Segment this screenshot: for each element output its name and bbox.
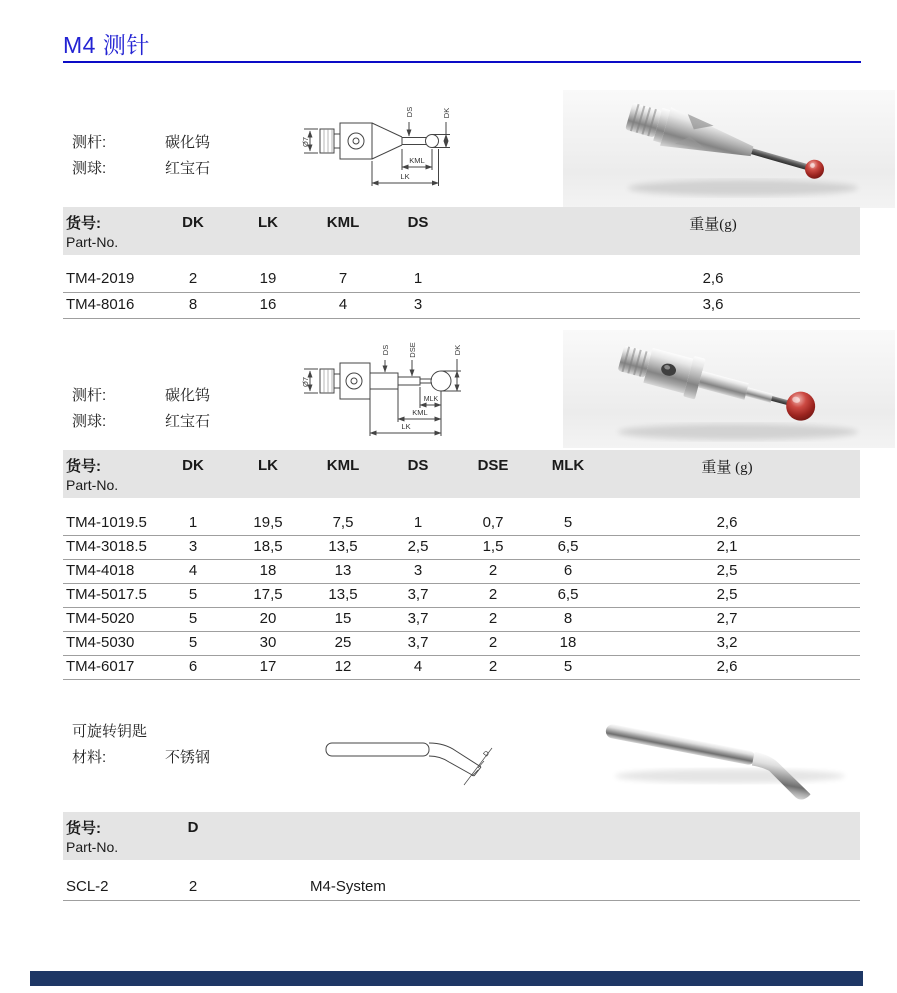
dim-label-diameter: Ø7 <box>301 136 310 148</box>
dim-cell: 8 <box>188 296 198 313</box>
dim-cell: 1 <box>188 514 198 531</box>
dim-cell: 3,7 <box>407 610 429 627</box>
dim-cell: 4 <box>338 296 348 313</box>
weight-cell: 3,2 <box>716 634 738 651</box>
dim-cell: 5 <box>188 586 198 603</box>
dim-col-header: KML <box>326 457 360 474</box>
dim-cell: 6 <box>188 658 198 675</box>
table-row <box>63 535 860 560</box>
dim-cell: 2 <box>488 610 498 627</box>
dim-cell: 3,7 <box>407 586 429 603</box>
technical-drawing-cone-stylus <box>298 104 470 200</box>
spec-label: 测球: <box>72 160 107 177</box>
dim-cell: 7 <box>338 270 348 287</box>
weight-cell: 3,6 <box>702 296 724 313</box>
spec-value: 不锈钢 <box>165 749 211 766</box>
part-no-cell: TM4-8016 <box>66 296 135 313</box>
product-photo-stepped-stylus <box>563 330 895 448</box>
product-photo-cone-stylus <box>563 90 895 208</box>
dim-cell: 17 <box>259 658 277 675</box>
weight-cell: 2,5 <box>716 586 738 603</box>
dim-cell: 0,7 <box>482 514 504 531</box>
dim-label-mlk: MLK <box>423 396 439 403</box>
weight-cell: 2,1 <box>716 538 738 555</box>
spec-value: 碳化钨 <box>165 134 211 151</box>
dim-cell: 3 <box>188 538 198 555</box>
dim-cell: 12 <box>334 658 352 675</box>
dim-col-header: KML <box>326 214 360 231</box>
part-col-subheader: Part-No. <box>66 839 119 855</box>
dim-label-ds: DS <box>405 106 414 118</box>
dim-cell: 15 <box>334 610 352 627</box>
part-no-cell: TM4-4018 <box>66 562 135 579</box>
dim-cell: 6,5 <box>557 538 579 555</box>
dim-cell: 2 <box>188 878 198 895</box>
dim-col-header: DK <box>182 214 204 231</box>
part-col-header: 货号: <box>66 458 101 475</box>
dim-cell: 5 <box>563 658 573 675</box>
dim-col-header: LK <box>258 214 278 231</box>
part-no-cell: TM4-5020 <box>66 610 135 627</box>
spec-label: 测球: <box>72 413 107 430</box>
dim-cell: 2 <box>488 658 498 675</box>
table-row <box>63 559 860 584</box>
dim-label-dse: DSE <box>408 342 417 358</box>
dim-label-lk: LK <box>400 172 410 181</box>
dim-cell: 18 <box>559 634 577 651</box>
weight-cell: 2,6 <box>716 514 738 531</box>
dim-cell: 19 <box>259 270 277 287</box>
dim-cell: 30 <box>259 634 277 651</box>
dim-cell: 2 <box>488 562 498 579</box>
technical-drawing-stepped-stylus <box>298 342 483 448</box>
dim-cell: 5 <box>188 610 198 627</box>
dim-cell: 6,5 <box>557 586 579 603</box>
dim-label-dk: DK <box>442 107 451 119</box>
section-name: 可旋转钥匙 <box>72 723 148 740</box>
dim-cell: 2 <box>188 270 198 287</box>
dim-cell: 2 <box>488 586 498 603</box>
dim-cell: 17,5 <box>253 586 283 603</box>
dim-cell: 1,5 <box>482 538 504 555</box>
part-no-cell: TM4-5017.5 <box>66 586 147 603</box>
dim-label-ds: DS <box>381 344 390 356</box>
dim-cell: 3 <box>413 296 423 313</box>
spec-value: 红宝石 <box>165 413 211 430</box>
page-title: M4 测针 <box>63 32 150 58</box>
table-row <box>63 607 860 632</box>
dim-cell: 13 <box>334 562 352 579</box>
dim-cell: 5 <box>188 634 198 651</box>
dim-label-dk: DK <box>453 344 462 356</box>
dim-cell: 4 <box>188 562 198 579</box>
dim-cell: 16 <box>259 296 277 313</box>
dim-cell: 5 <box>563 514 573 531</box>
weight-cell: 2,6 <box>716 658 738 675</box>
product-photo-key <box>570 700 890 800</box>
dim-label-kml: KML <box>412 408 428 417</box>
table-row <box>63 292 860 319</box>
dim-cell: 25 <box>334 634 352 651</box>
dim-col-header: MLK <box>551 457 585 474</box>
dim-cell: 6 <box>563 562 573 579</box>
weight-cell: 2,5 <box>716 562 738 579</box>
spec-value: 红宝石 <box>165 160 211 177</box>
part-col-header: 货号: <box>66 820 101 837</box>
part-no-cell: TM4-1019.5 <box>66 514 147 531</box>
table-row <box>63 631 860 656</box>
part-col-subheader: Part-No. <box>66 477 119 493</box>
dim-cell: 1 <box>413 270 423 287</box>
dim-cell: 3,7 <box>407 634 429 651</box>
table-row <box>63 266 860 293</box>
table-header-band <box>63 450 860 498</box>
part-col-header: 货号: <box>66 215 101 232</box>
footer-bar <box>30 971 863 986</box>
part-no-cell: TM4-6017 <box>66 658 135 675</box>
spec-value: 碳化钨 <box>165 387 211 404</box>
dim-cell: 20 <box>259 610 277 627</box>
dim-col-header: DSE <box>477 457 509 474</box>
dim-cell: 13,5 <box>328 538 358 555</box>
technical-drawing-key <box>318 728 496 790</box>
table-row <box>63 874 860 901</box>
dim-cell: 8 <box>563 610 573 627</box>
dim-cell: 19,5 <box>253 514 283 531</box>
weight-col-header: 重量(g) <box>689 217 737 233</box>
dim-cell: 18 <box>259 562 277 579</box>
table-header-band <box>63 812 860 860</box>
dim-cell: 18,5 <box>253 538 283 555</box>
table-header-band <box>63 207 860 255</box>
dim-cell: 1 <box>413 514 423 531</box>
part-no-cell: SCL-2 <box>66 878 109 895</box>
dim-col-header: DK <box>182 457 204 474</box>
system-note-cell: M4-System <box>310 878 386 895</box>
dim-label-diameter: Ø7 <box>301 376 310 388</box>
dim-cell: 7,5 <box>332 514 354 531</box>
weight-cell: 2,7 <box>716 610 738 627</box>
dim-label-kml: KML <box>409 156 425 165</box>
part-no-cell: TM4-2019 <box>66 270 135 287</box>
dim-label-lk: LK <box>401 422 411 431</box>
table-row <box>63 583 860 608</box>
dim-cell: 13,5 <box>328 586 358 603</box>
dim-label-d: D <box>482 749 492 759</box>
table-row <box>63 655 860 680</box>
part-no-cell: TM4-3018.5 <box>66 538 147 555</box>
dim-col-header: D <box>187 819 199 836</box>
dim-col-header: DS <box>407 457 429 474</box>
title-rule <box>63 61 861 63</box>
dim-cell: 2 <box>488 634 498 651</box>
dim-col-header: LK <box>258 457 278 474</box>
dim-cell: 2,5 <box>407 538 429 555</box>
spec-label: 测杆: <box>72 387 107 404</box>
dim-cell: 3 <box>413 562 423 579</box>
spec-label: 测杆: <box>72 134 107 151</box>
weight-cell: 2,6 <box>702 270 724 287</box>
dim-col-header: DS <box>407 214 429 231</box>
spec-label: 材料: <box>72 749 107 766</box>
dim-cell: 4 <box>413 658 423 675</box>
part-no-cell: TM4-5030 <box>66 634 135 651</box>
part-col-subheader: Part-No. <box>66 234 119 250</box>
table-row <box>63 511 860 536</box>
weight-col-header: 重量 (g) <box>701 460 753 476</box>
